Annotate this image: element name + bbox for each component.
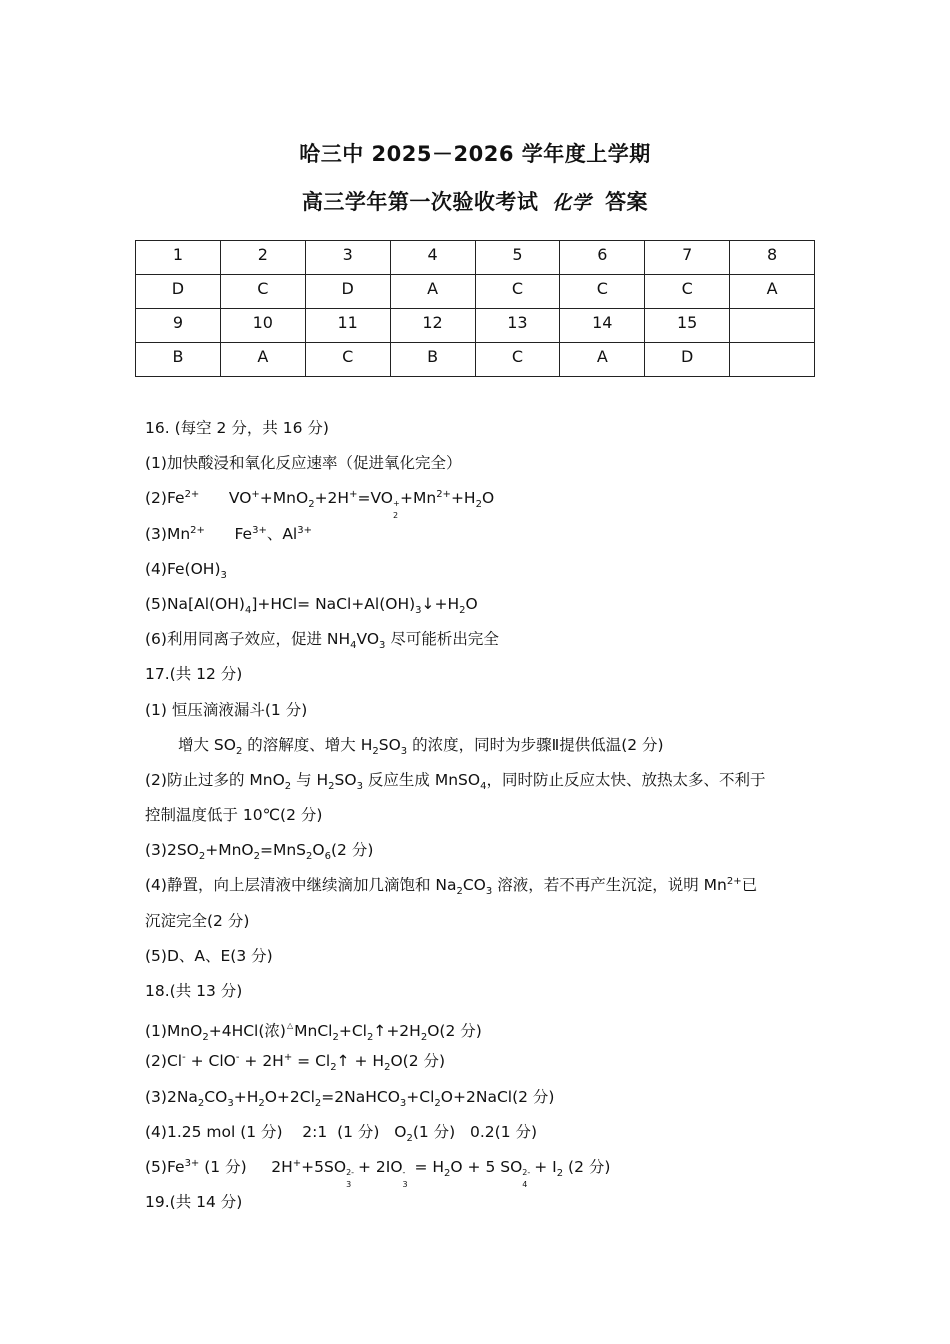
question-number-cell: 6	[560, 241, 645, 275]
q17-part4-cont: 沉淀完全(2 分)	[145, 911, 250, 930]
q16-part5: $(5)Na[Al(OH)_4]+HCl=$ $NaCl+Al(OH)_3↓+H_2O$	[145, 594, 478, 617]
answer-cell: A	[730, 275, 815, 309]
q17-part4: (4)静置，向上层清液中继续滴加几滴饱和 $Na_2CO_3$ 溶液，若不再产生沉淀，说明 $Mn^{2+}$已	[145, 876, 758, 898]
answer-cell: C	[305, 343, 390, 377]
answer-cell: D	[136, 275, 221, 309]
page-title: 哈三中 2025－2026 学年度上学期	[299, 142, 651, 166]
question-number-cell	[730, 309, 815, 343]
answer-cell: A	[390, 275, 475, 309]
question-number-cell: 11	[305, 309, 390, 343]
question-number-cell: 10	[220, 309, 305, 343]
subtitle-left: 高三学年第一次验收考试	[301, 190, 539, 214]
q18-part3: $(3)2Na_2CO_3+H_2O+2Cl_2=2NaHCO_3+Cl_2O+2NaCl(2$ 分)	[145, 1087, 555, 1109]
q18-part1: (1)MnO$_2$+4HCl(浓)$\triangle MnCl_2+Cl_2↑+2H_2O(2$ 分)	[145, 1021, 482, 1044]
q17-part5: (5)D、A、E(3 分)	[145, 946, 273, 965]
q16-part3: $(3)Mn^{2+}$ $Fe^{3+}$、$Al^{3+}$	[145, 524, 312, 543]
answer-row	[136, 275, 815, 309]
q16-part4: $(4)Fe(OH)_3$	[145, 559, 227, 581]
q17-part2: (2)防止过多的 MnO$_2$ 与 $H_2SO_3$ 反应生成 MnSO$_4$，同时防止反应太快、放热太多、不利于	[145, 770, 766, 792]
q17-part2-cont: 控制温度低于 10℃(2 分)	[145, 806, 323, 825]
question-number-cell: 14	[560, 309, 645, 343]
question-number-cell: 2	[220, 241, 305, 275]
q16-part2: $(2)Fe^{2+}$ VO++MnO$_2$+2H+=VO + 2 $+Mn^{2+}+H_2O$	[145, 489, 495, 521]
q16-part6: (6)利用同离子效应，促进 $NH_4VO_3$ 尽可能析出完全	[145, 630, 499, 652]
subject-label: 化学	[552, 192, 592, 214]
answer-cell: B	[390, 343, 475, 377]
question-number-row	[136, 241, 815, 275]
q18-part4: (4)1.25 mol (1 分) 2:1 (1 分) $O_2(1$ 分) 0.2(1 分)	[145, 1122, 538, 1144]
answer-cell: A	[220, 343, 305, 377]
q16-heading: 16. (每空 2 分，共 16 分)	[145, 419, 329, 437]
question-number-cell: 9	[136, 309, 221, 343]
q19-heading: 19.(共 14 分)	[145, 1193, 243, 1212]
question-number-cell: 8	[730, 241, 815, 275]
question-number-cell: 7	[645, 241, 730, 275]
answer-cell: C	[475, 343, 560, 377]
answer-row	[136, 343, 815, 377]
page-subtitle	[0, 186, 950, 216]
question-number-cell: 15	[645, 309, 730, 343]
answer-cell: C	[645, 275, 730, 309]
answer-cell: D	[305, 275, 390, 309]
answer-cell: C	[475, 275, 560, 309]
question-number-cell: 4	[390, 241, 475, 275]
answer-table	[135, 240, 815, 377]
question-number-cell: 5	[475, 241, 560, 275]
question-number-row	[136, 309, 815, 343]
q18-part5: $(5)Fe^{3+}$ (1 分) 2H++5SO 2- 3 + 2IO - 3 = $H_2O + 5$ SO 2- 4 + $I_2$ (2 分)	[145, 1157, 611, 1189]
answer-cell: D	[645, 343, 730, 377]
answer-cell: A	[560, 343, 645, 377]
question-number-cell: 3	[305, 241, 390, 275]
q16-part1: (1)加快酸浸和氧化反应速率（促进氧化完全）	[145, 454, 462, 473]
q18-part2: $(2)Cl^- + ClO^- + 2H^+ = Cl_2↑ + H_2O(2$ 分)	[145, 1052, 446, 1074]
q17-part3: $(3)2SO_2+MnO_2=MnS_2O_6(2$ 分)	[145, 841, 374, 863]
answer-cell: C	[220, 275, 305, 309]
q18-heading: 18.(共 13 分)	[145, 982, 243, 1000]
q17-part1-reason: 增大 $SO_2$ 的溶解度、增大 $H_2SO_3$ 的浓度，同时为步骤Ⅱ提供低温(2 分)	[178, 735, 664, 757]
answer-cell: C	[560, 275, 645, 309]
question-number-cell: 13	[475, 309, 560, 343]
answer-cell	[730, 343, 815, 377]
question-number-cell: 12	[390, 309, 475, 343]
answer-cell: B	[136, 343, 221, 377]
q17-part1: (1) 恒压滴液漏斗(1 分)	[145, 700, 308, 719]
question-number-cell: 1	[136, 241, 221, 275]
subtitle-right: 答案	[605, 190, 649, 214]
answer-body	[145, 418, 815, 1227]
q17-heading: 17.(共 12 分)	[145, 665, 243, 684]
